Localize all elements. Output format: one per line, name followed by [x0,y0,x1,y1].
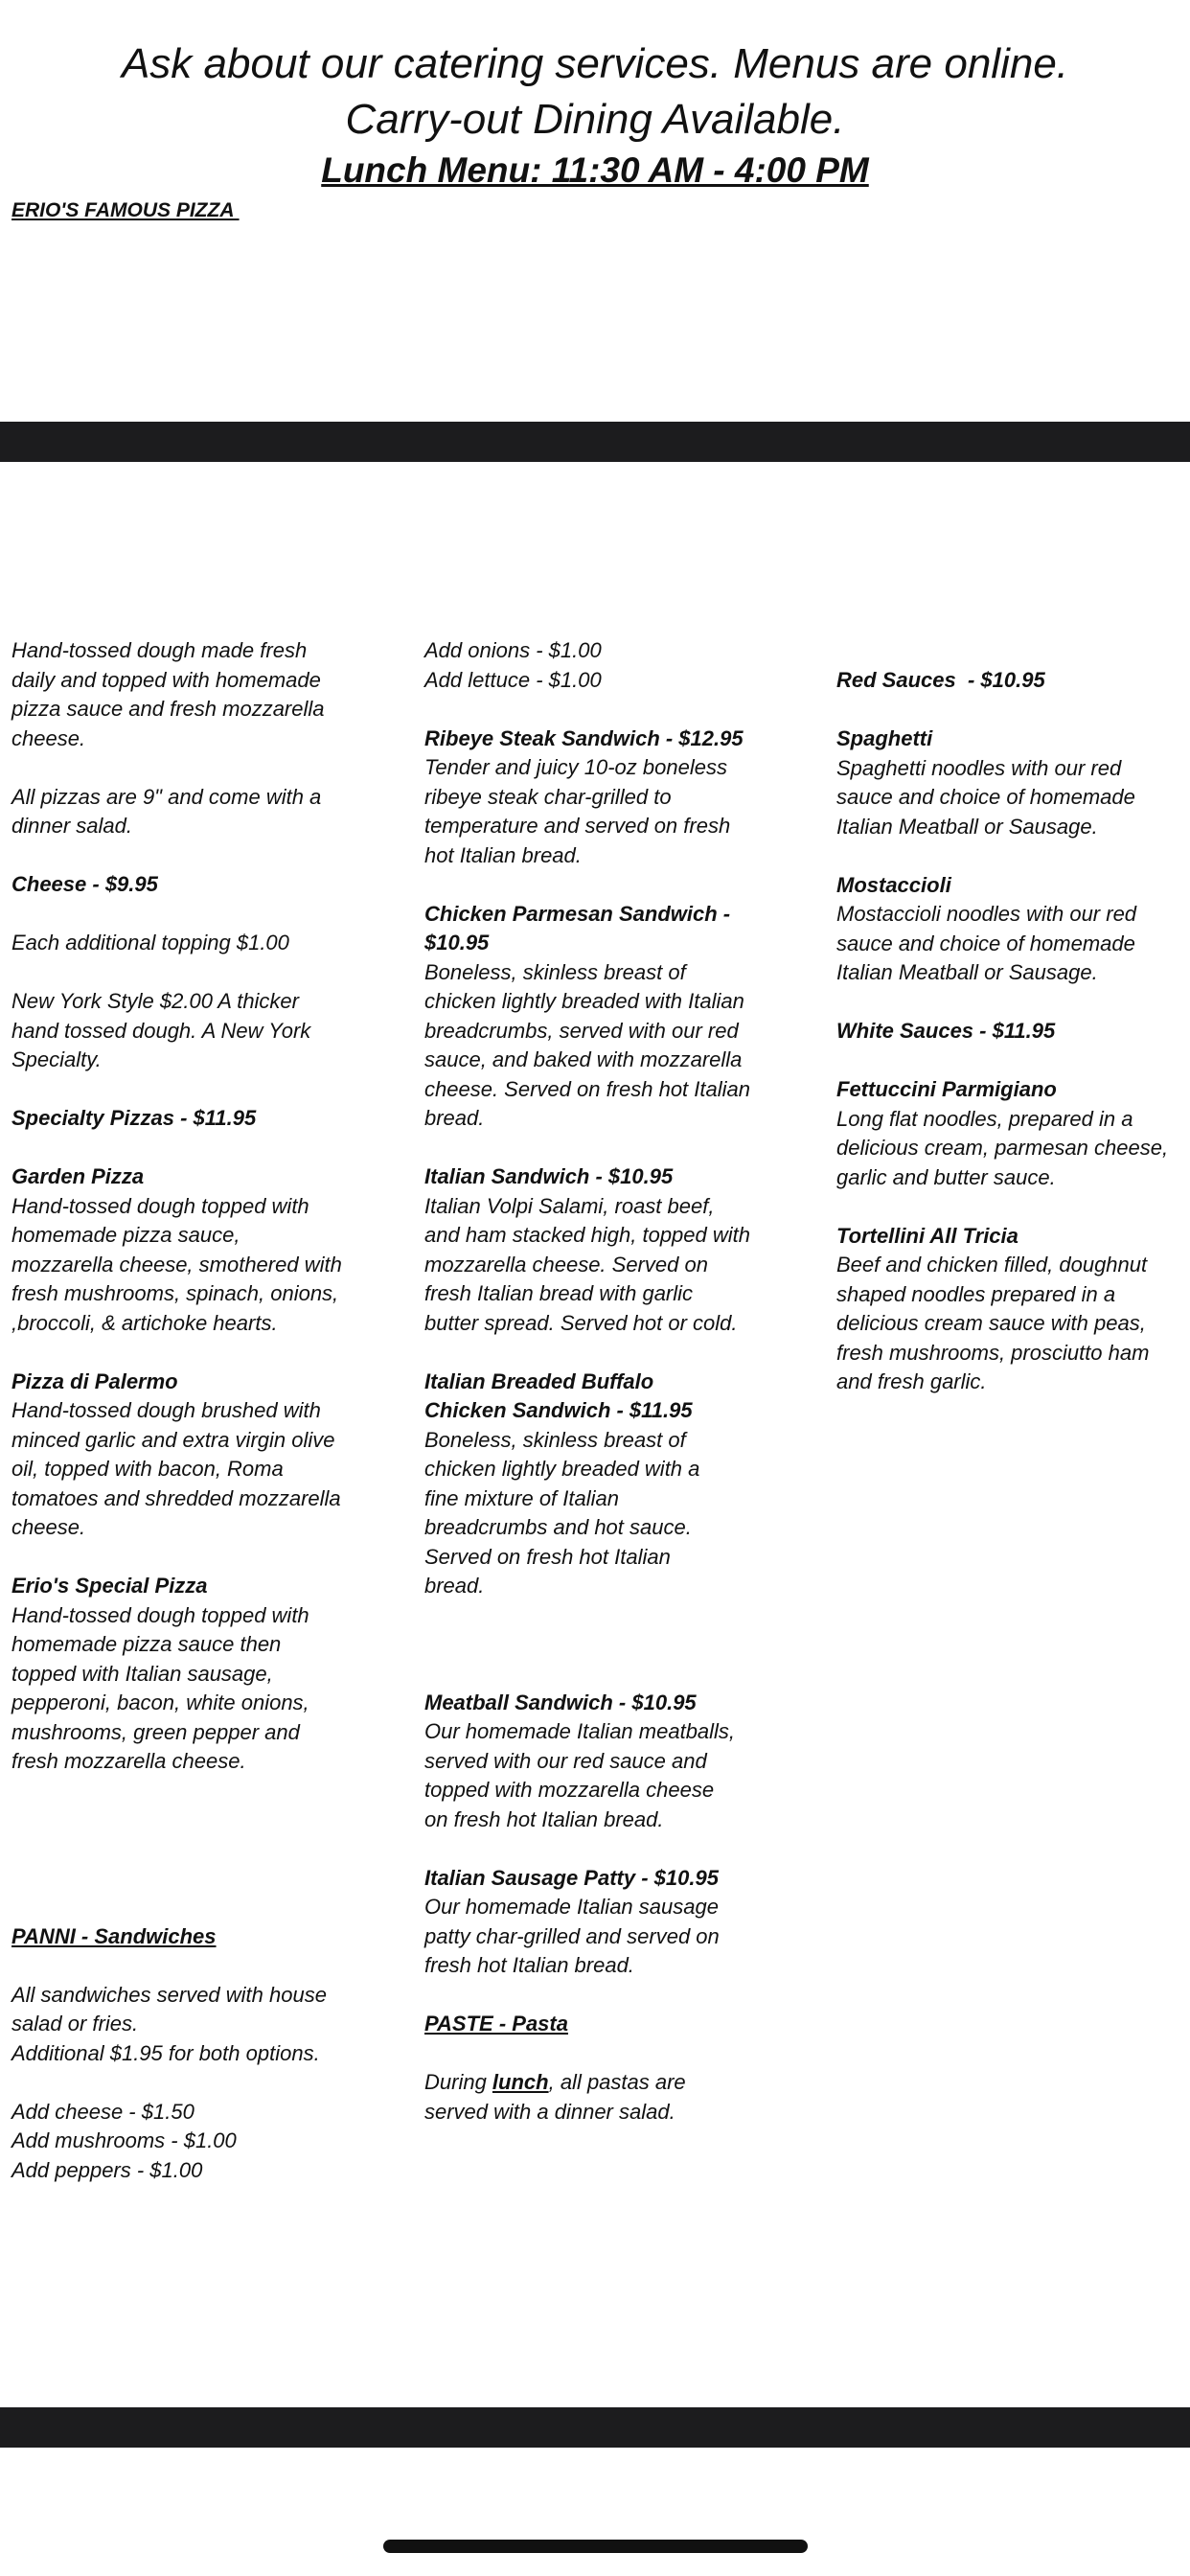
pasta-heading: PASTE - Pasta [424,2012,568,2036]
mostaccioli-title: Mostaccioli [836,872,951,897]
menu-column-pasta [836,666,1181,1397]
pasta-note-rest: , all pastas are served with a dinner salad. [424,2070,686,2124]
divider-band-bottom [0,2407,1190,2448]
fettuccini-title: Fettuccini Parmigiano [836,1077,1057,1101]
carry-out-tagline: Carry-out Dining Available. [345,96,845,143]
panni-additional-note: Additional $1.95 for both options. [11,2040,320,2065]
spaghetti-title: Spaghetti [836,726,933,750]
palermo-pizza-desc: Hand-tossed dough brushed with minced garlic and extra virgin olive oil, topped with bacon, Roma tomatoes and shredded mozzarella cheese. [11,1398,341,1539]
garden-pizza-title: Garden Pizza [11,1164,145,1188]
sausage-patty-desc: Our homemade Italian sausage patty char-grilled and served on fresh hot Italian bread. [424,1895,720,1977]
add-peppers: Add peppers - $1.00 [11,2157,203,2182]
palermo-pizza-title: Pizza di Palermo [11,1368,178,1393]
sausage-patty-title: Italian Sausage Patty - $10.95 [424,1865,719,1890]
tortellini-desc: Beef and chicken filled, doughnut shaped noodles prepared in a delicious cream sauce with peas, fresh mushrooms, prosciutto ham and fresh garlic. [836,1253,1150,1393]
cheese-pizza-price: Cheese - $9.95 [11,872,158,896]
italian-sandwich-desc: Italian Volpi Salami, roast beef, and ham stacked high, topped with mozzarella cheese. Served on fresh Italian bread with garlic butter spread. Served hot or cold. [424,1193,751,1335]
catering-tagline: Ask about our catering services. Menus are online. [121,40,1069,87]
chicken-parm-title: Chicken Parmesan Sandwich - $10.95 [424,901,731,954]
home-indicator[interactable] [383,2540,808,2553]
mostaccioli-desc: Mostaccioli noodles with our red sauce and choice of homemade Italian Meatball or Sausage. [836,902,1137,984]
famous-pizza-heading: ERIO'S FAMOUS PIZZA [11,199,240,221]
panni-heading: PANNI - Sandwiches [11,1923,217,1948]
specialty-pizzas-heading: Specialty Pizzas - $11.95 [11,1106,257,1130]
ny-style-note: New York Style $2.00 A thicker hand tossed dough. A New York Specialty. [11,989,311,1071]
menu-column-pizza [11,636,347,2185]
italian-sandwich-title: Italian Sandwich - $10.95 [424,1164,674,1188]
tortellini-title: Tortellini All Tricia [836,1223,1018,1248]
spaghetti-desc: Spaghetti noodles with our red sauce and choice of homemade Italian Meatball or Sausage. [836,755,1135,839]
topping-price: Each additional topping $1.00 [11,931,289,954]
lunch-link[interactable]: lunch [492,2070,549,2094]
add-cheese: Add cheese - $1.50 [11,2099,195,2124]
red-sauces-heading: Red Sauces - $10.95 [836,668,1045,692]
add-mushrooms: Add mushrooms - $1.00 [11,2128,237,2152]
chicken-parm-desc: Boneless, skinless breast of chicken lightly breaded with Italian breadcrumbs, served with our red sauce, and baked with mozzarella cheese. Served on fresh hot Italian bread. [424,959,750,1130]
special-pizza-title: Erio's Special Pizza [11,1574,208,1598]
menu-column-sandwiches [424,636,750,2127]
fettuccini-desc: Long flat noodles, prepared in a delicious cream, parmesan cheese, garlic and butter sauce. [836,1106,1169,1189]
pasta-note-during: During [424,2070,492,2094]
ribeye-desc: Tender and juicy 10-oz boneless ribeye steak char-grilled to temperature and served on fresh hot Italian bread. [424,755,731,867]
pizza-intro: Hand-tossed dough made fresh daily and topped with homemade pizza sauce and fresh mozzarella cheese. [11,638,325,750]
pizza-size-note: All pizzas are 9" and come with a dinner salad. [11,784,322,838]
add-lettuce: Add lettuce - $1.00 [424,667,602,692]
garden-pizza-desc: Hand-tossed dough topped with homemade pizza sauce, mozzarella cheese, smothered with fresh mushrooms, spinach, onions, ,broccoli, & artichoke hearts. [11,1193,342,1335]
meatball-title: Meatball Sandwich - $10.95 [424,1690,697,1714]
ribeye-title: Ribeye Steak Sandwich - $12.95 [424,725,744,750]
divider-band-top [0,422,1190,462]
add-onions: Add onions - $1.00 [424,638,602,662]
white-sauces-heading: White Sauces - $11.95 [836,1019,1056,1043]
pasta-lunch-note [424,2068,750,2127]
buffalo-sandwich-desc: Boneless, skinless breast of chicken lightly breaded with a fine mixture of Italian breadcrumbs and hot sauce. Served on fresh hot Italian bread. [424,1427,700,1598]
meatball-desc: Our homemade Italian meatballs, served with our red sauce and topped with mozzarella cheese on fresh hot Italian bread. [424,1719,736,1831]
page-header [0,36,1190,194]
buffalo-sandwich-title: Italian Breaded Buffalo Chicken Sandwich - $11.95 [424,1368,693,1422]
lunch-menu-title: Lunch Menu: 11:30 AM - 4:00 PM [321,150,869,190]
special-pizza-desc: Hand-tossed dough topped with homemade pizza sauce then topped with Italian sausage, pepperoni, bacon, white onions, mushrooms, green pepper and fresh mozzarella cheese. [11,1602,309,1773]
panni-served-note: All sandwiches served with house salad or fries. [11,1982,327,2036]
